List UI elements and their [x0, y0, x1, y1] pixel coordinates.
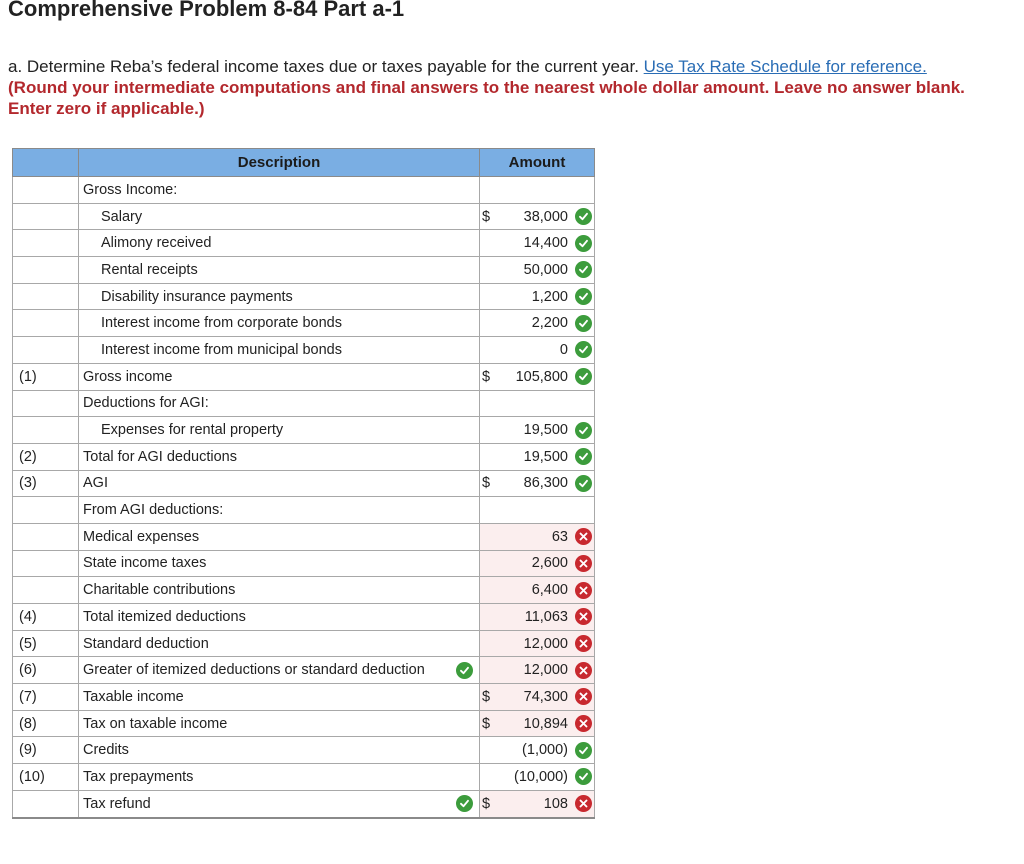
table-row: [13, 177, 595, 204]
amount-value: 11,063: [524, 608, 568, 625]
row-description-cell: [79, 177, 480, 204]
row-description-cell: [79, 764, 480, 791]
x-circle-icon: [575, 688, 592, 705]
table-row: [13, 283, 595, 310]
row-number: (9): [13, 737, 79, 764]
dollar-sign: $: [482, 208, 491, 225]
x-circle-icon: [575, 635, 592, 652]
row-description: Greater of itemized deductions or standard deduction: [83, 662, 425, 679]
check-circle-icon: [456, 662, 473, 679]
row-description: State income taxes: [83, 555, 207, 572]
amount-value: 19,500: [523, 448, 568, 465]
row-description: Total itemized deductions: [83, 608, 246, 625]
row-description-cell: [79, 390, 480, 417]
amount-value: 2,200: [531, 315, 568, 332]
row-description: Deductions for AGI:: [83, 395, 209, 412]
amount-input[interactable]: [480, 657, 595, 684]
row-description: Disability insurance payments: [101, 288, 293, 305]
amount-input[interactable]: [480, 630, 595, 657]
row-description-cell: [79, 283, 480, 310]
header-number: [13, 149, 79, 177]
amount-input[interactable]: [480, 470, 595, 497]
tax-rate-schedule-link[interactable]: Use Tax Rate Schedule for reference.: [643, 57, 927, 76]
page-title: Comprehensive Problem 8-84 Part a-1: [8, 0, 405, 21]
x-circle-icon: [575, 582, 592, 599]
amount-input[interactable]: [480, 550, 595, 577]
row-description: Tax on taxable income: [83, 715, 228, 732]
row-description: Interest income from corporate bonds: [101, 315, 342, 332]
amount-value: 0: [559, 341, 568, 358]
table-row: [13, 230, 595, 257]
row-description-cell: [79, 737, 480, 764]
amount-value: 108: [543, 795, 568, 812]
amount-value: 10,894: [523, 715, 568, 732]
amount-value: 6,400: [531, 582, 568, 599]
row-description: Taxable income: [83, 688, 184, 705]
row-number: [13, 790, 79, 817]
row-description-cell: [79, 203, 480, 230]
amount-value: (10,000): [513, 768, 568, 785]
table-row: [13, 523, 595, 550]
header-amount: Amount: [480, 149, 595, 177]
amount-input[interactable]: [480, 737, 595, 764]
row-number: [13, 523, 79, 550]
row-description-cell: [79, 363, 480, 390]
check-circle-icon: [575, 341, 592, 358]
amount-input[interactable]: [480, 604, 595, 631]
amount-input[interactable]: [480, 577, 595, 604]
check-circle-icon: [575, 261, 592, 278]
row-description: From AGI deductions:: [83, 502, 224, 519]
table-row: [13, 710, 595, 737]
row-description-cell[interactable]: [79, 657, 480, 684]
row-number: [13, 203, 79, 230]
row-description-cell: [79, 230, 480, 257]
row-description-cell: [79, 310, 480, 337]
amount-input[interactable]: [480, 283, 595, 310]
row-number: (4): [13, 604, 79, 631]
row-number: (10): [13, 764, 79, 791]
instructions: [8, 56, 1008, 119]
x-circle-icon: [575, 528, 592, 545]
row-description-cell: [79, 577, 480, 604]
table-row: [13, 657, 595, 684]
table-row: [13, 390, 595, 417]
amount-value: 2,600: [531, 555, 568, 572]
check-circle-icon: [575, 768, 592, 785]
check-circle-icon: [575, 422, 592, 439]
row-description-cell: [79, 417, 480, 444]
table-row: [13, 363, 595, 390]
row-description: Gross Income:: [83, 181, 178, 198]
amount-value: 12,000: [523, 662, 568, 679]
table-row: [13, 497, 595, 524]
row-number: (3): [13, 470, 79, 497]
x-circle-icon: [575, 715, 592, 732]
table-row: [13, 203, 595, 230]
row-number: [13, 417, 79, 444]
table-row: [13, 550, 595, 577]
amount-input[interactable]: [480, 310, 595, 337]
row-description: Interest income from municipal bonds: [101, 341, 342, 358]
row-description-cell[interactable]: [79, 790, 480, 817]
amount-value: 105,800: [515, 368, 568, 385]
row-number: (7): [13, 684, 79, 711]
row-description-cell: [79, 337, 480, 364]
amount-value: 12,000: [523, 635, 568, 652]
amount-input[interactable]: [480, 790, 595, 817]
row-number: (8): [13, 710, 79, 737]
amount-input[interactable]: [480, 443, 595, 470]
table-row: [13, 604, 595, 631]
row-description-cell: [79, 710, 480, 737]
row-description: Standard deduction: [83, 635, 209, 652]
x-circle-icon: [575, 555, 592, 572]
row-description: Alimony received: [101, 235, 212, 252]
dollar-sign: $: [482, 688, 491, 705]
check-circle-icon: [456, 795, 473, 812]
x-circle-icon: [575, 795, 592, 812]
amount-value: 74,300: [523, 688, 568, 705]
row-number: [13, 390, 79, 417]
amount-input[interactable]: [480, 684, 595, 711]
check-circle-icon: [575, 742, 592, 759]
amount-input[interactable]: [480, 363, 595, 390]
row-description-cell: [79, 604, 480, 631]
check-circle-icon: [575, 475, 592, 492]
row-number: [13, 310, 79, 337]
table-header-row: [13, 149, 595, 177]
row-number: (1): [13, 363, 79, 390]
row-description: Tax refund: [83, 795, 151, 812]
amount-input[interactable]: [480, 203, 595, 230]
row-description: Salary: [101, 208, 143, 225]
check-circle-icon: [575, 315, 592, 332]
table-row: [13, 737, 595, 764]
row-description: Credits: [83, 742, 129, 759]
row-description: Rental receipts: [101, 261, 198, 278]
row-number: [13, 577, 79, 604]
amount-input[interactable]: [480, 710, 595, 737]
amount-value: 63: [551, 528, 568, 545]
row-number: [13, 337, 79, 364]
dollar-sign: $: [482, 795, 491, 812]
row-description-cell: [79, 550, 480, 577]
check-circle-icon: [575, 448, 592, 465]
amount-value: 19,500: [523, 422, 568, 439]
table-row: [13, 337, 595, 364]
row-description-cell: [79, 523, 480, 550]
row-description-cell: [79, 470, 480, 497]
table-row: [13, 790, 595, 817]
amount-input[interactable]: [480, 337, 595, 364]
row-number: [13, 230, 79, 257]
amount-input[interactable]: [480, 417, 595, 444]
amount-input[interactable]: [480, 230, 595, 257]
dollar-sign: $: [482, 475, 491, 492]
dollar-sign: $: [482, 715, 491, 732]
row-description: Total for AGI deductions: [83, 448, 237, 465]
dollar-sign: $: [482, 368, 491, 385]
row-description: AGI: [83, 475, 108, 492]
table-row: [13, 470, 595, 497]
tax-computation-table: [12, 148, 595, 819]
amount-value: 50,000: [523, 261, 568, 278]
amount-value: 86,300: [523, 475, 568, 492]
table-row: [13, 684, 595, 711]
amount-input[interactable]: [480, 257, 595, 284]
row-number: [13, 257, 79, 284]
check-circle-icon: [575, 288, 592, 305]
row-description-cell: [79, 257, 480, 284]
header-description: Description: [79, 149, 480, 177]
check-circle-icon: [575, 208, 592, 225]
table-row: [13, 417, 595, 444]
table-row: [13, 577, 595, 604]
amount-input: [480, 177, 595, 204]
check-circle-icon: [575, 235, 592, 252]
amount-value: 14,400: [523, 235, 568, 252]
table-row: [13, 310, 595, 337]
x-circle-icon: [575, 608, 592, 625]
row-description: Tax prepayments: [83, 768, 194, 785]
table-row: [13, 630, 595, 657]
amount-input: [480, 497, 595, 524]
row-description: Gross income: [83, 368, 173, 385]
amount-value: 38,000: [523, 208, 568, 225]
row-number: (2): [13, 443, 79, 470]
amount-input: [480, 390, 595, 417]
row-description-cell: [79, 684, 480, 711]
x-circle-icon: [575, 662, 592, 679]
table-row: [13, 257, 595, 284]
table-row: [13, 443, 595, 470]
table-row: [13, 764, 595, 791]
amount-value: (1,000): [522, 742, 568, 759]
row-number: [13, 550, 79, 577]
instructions-emphasis: (Round your intermediate computations and final answers to the nearest whole dollar amount. Leave no answer blank. Enter zero if applicable.): [8, 78, 965, 118]
row-description-cell: [79, 443, 480, 470]
amount-value: 1,200: [531, 288, 568, 305]
row-description: Medical expenses: [83, 528, 200, 545]
row-number: (6): [13, 657, 79, 684]
instructions-text: a. Determine Reba’s federal income taxes due or taxes payable for the current year.: [8, 57, 639, 76]
amount-input[interactable]: [480, 764, 595, 791]
row-number: [13, 283, 79, 310]
row-description-cell: [79, 630, 480, 657]
row-number: [13, 177, 79, 204]
check-circle-icon: [575, 368, 592, 385]
row-description-cell: [79, 497, 480, 524]
amount-input[interactable]: [480, 523, 595, 550]
row-description: Charitable contributions: [83, 582, 236, 599]
row-description: Expenses for rental property: [101, 422, 284, 439]
row-number: (5): [13, 630, 79, 657]
row-number: [13, 497, 79, 524]
